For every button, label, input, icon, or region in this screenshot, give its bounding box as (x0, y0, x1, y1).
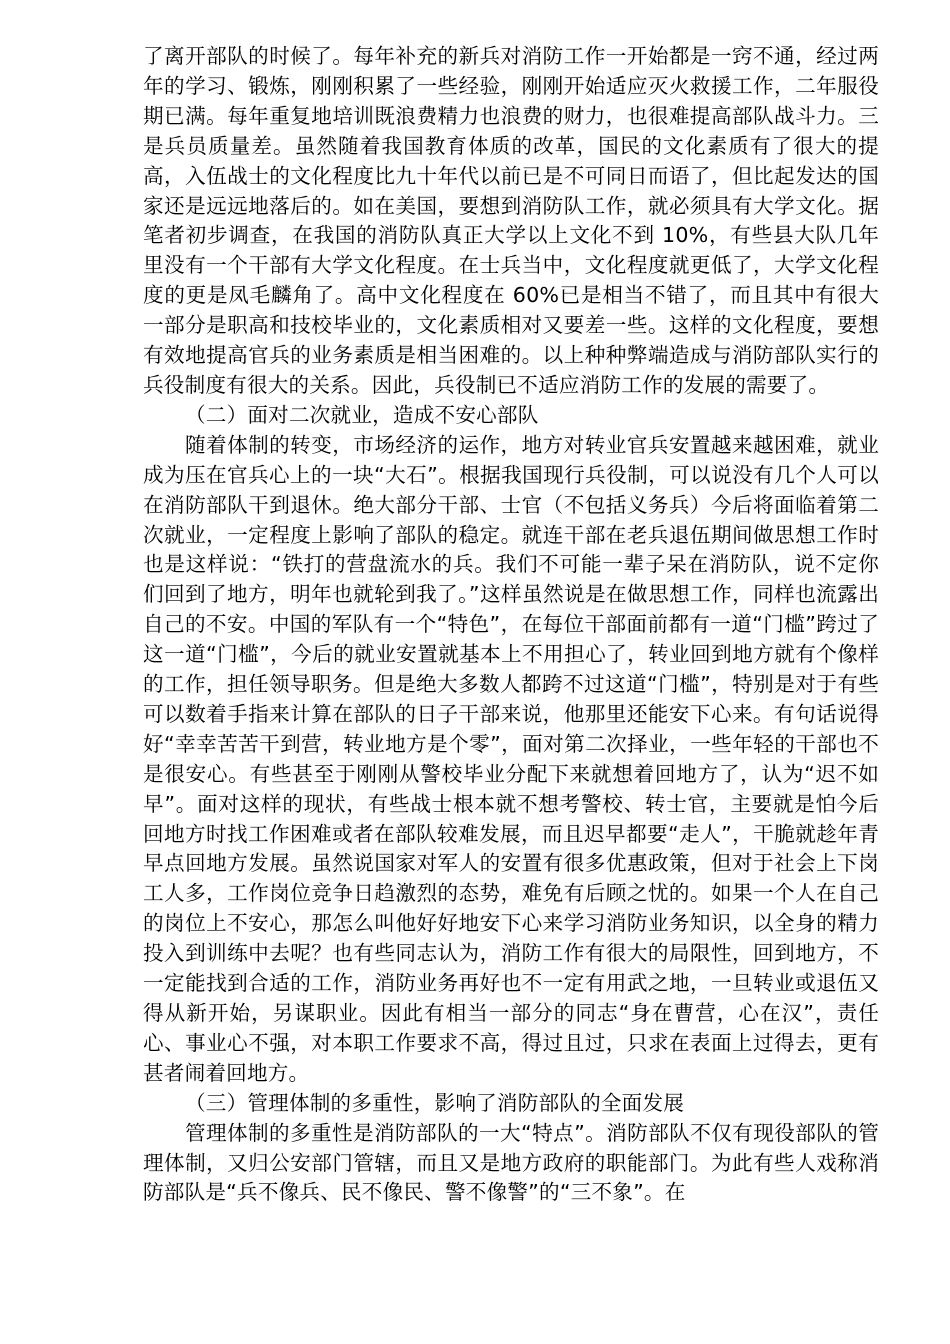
section-heading-3: （三）管理体制的多重性，影响了消防部队的全面发展 (185, 1090, 685, 1115)
paragraph-management: 管理体制的多重性是消防部队的一大“特点”。消防部队不仅有现役部队的管理体制，又归公安部门管辖，而且又是地方政府的职能部门。为此有些人戏称消防部队是“兵不像兵、民不像民、警不像警”的“三不象”。在 (143, 1120, 879, 1205)
section-heading-2: （二）面对二次就业，造成不安心部队 (185, 402, 539, 427)
paragraph-employment: 随着体制的转变，市场经济的运作，地方对转业官兵安置越来越困难，就业成为压在官兵心上的一块“大石”。根据我国现行兵役制，可以说没有几个人可以在消防部队干到退休。绝大部分干部、士官（不包括义务兵）今后将面临着第二次就业，一定程度上影响了部队的稳定。就连干部在老兵退伍期间做思想工作时也是这样说：“铁打的营盘流水的兵。我们不可能一辈子呆在消防队，说不定你们回到了地方，明年也就轮到我了。”这样虽然说是在做思想工作，同样也流露出自己的不安。中国的军队有一个“特色”，在每位干部面前都有一道“门槛”跨过了这一道“门槛”，今后的就业安置就基本上不用担心了，转业回到地方就有个像样的工作，担任领导职务。但是绝大多数人都跨不过这道“门槛”，特别是对于有些可以数着手指来计算在部队的日子干部来说，他那里还能安下心来。有句话说得好“幸幸苦苦干到营，转业地方是个零”，面对第二次择业，一些年轻的干部也不是很安心。有些甚至于刚刚从警校毕业分配下来就想着回地方了，认为“迟不如早”。面对这样的现状，有些战士根本就不想考警校、转士官，主要就是怕今后回地方时找工作困难或者在部队较难发展，而且迟早都要“走人”，干脆就趁年青早点回地方发展。虽然说国家对军人的安置有很多优惠政策，但对于社会上下岗工人多，工作岗位竞争日趋激烈的态势，难免有后顾之忧的。如果一个人在自己的岗位上不安心，那怎么叫他好好地安下心来学习消防业务知识，以全身的精力投入到训练中去呢？也有些同志认为，消防工作有很大的局限性，回到地方，不一定能找到合适的工作，消防业务再好也不一定有用武之地，一旦转业或退伍又得从新开始，另谋职业。因此有相当一部分的同志“身在曹营，心在汉”，责任心、事业心不强，对本职工作要求不高，得过且过，只求在表面上过得去，更有甚者闹着回地方。 (143, 432, 879, 1085)
document-page (143, 42, 879, 1208)
paragraph-intro: 了离开部队的时候了。每年补充的新兵对消防工作一开始都是一窍不通，经过两年的学习、锻炼，刚刚积累了一些经验，刚刚开始适应灭火救援工作，二年服役期已满。每年重复地培训既浪费精力也浪费的财力，也很难提高部队战斗力。三是兵员质量差。虽然随着我国教育体质的改革，国民的文化素质有了很大的提高，入伍战士的文化程度比九十年代以前已是不可同日而语了，但比起发达的国家还是远远地落后的。如在美国，要想到消防队工作，就必须具有大学文化。据笔者初步调查，在我国的消防队真正大学以上文化不到 10%，有些县大队几年里没有一个干部有大学文化程度。在士兵当中，文化程度就更低了，大学文化程度的更是凤毛麟角了。高中文化程度在 60%已是相当不错了，而且其中有很大一部分是职高和技校毕业的，文化素质相对又要差一些。这样的文化程度，要想有效地提高官兵的业务素质是相当困难的。以上种种弊端造成与消防部队实行的兵役制度有很大的关系。因此，兵役制已不适应消防工作的发展的需要了。 (143, 44, 879, 397)
